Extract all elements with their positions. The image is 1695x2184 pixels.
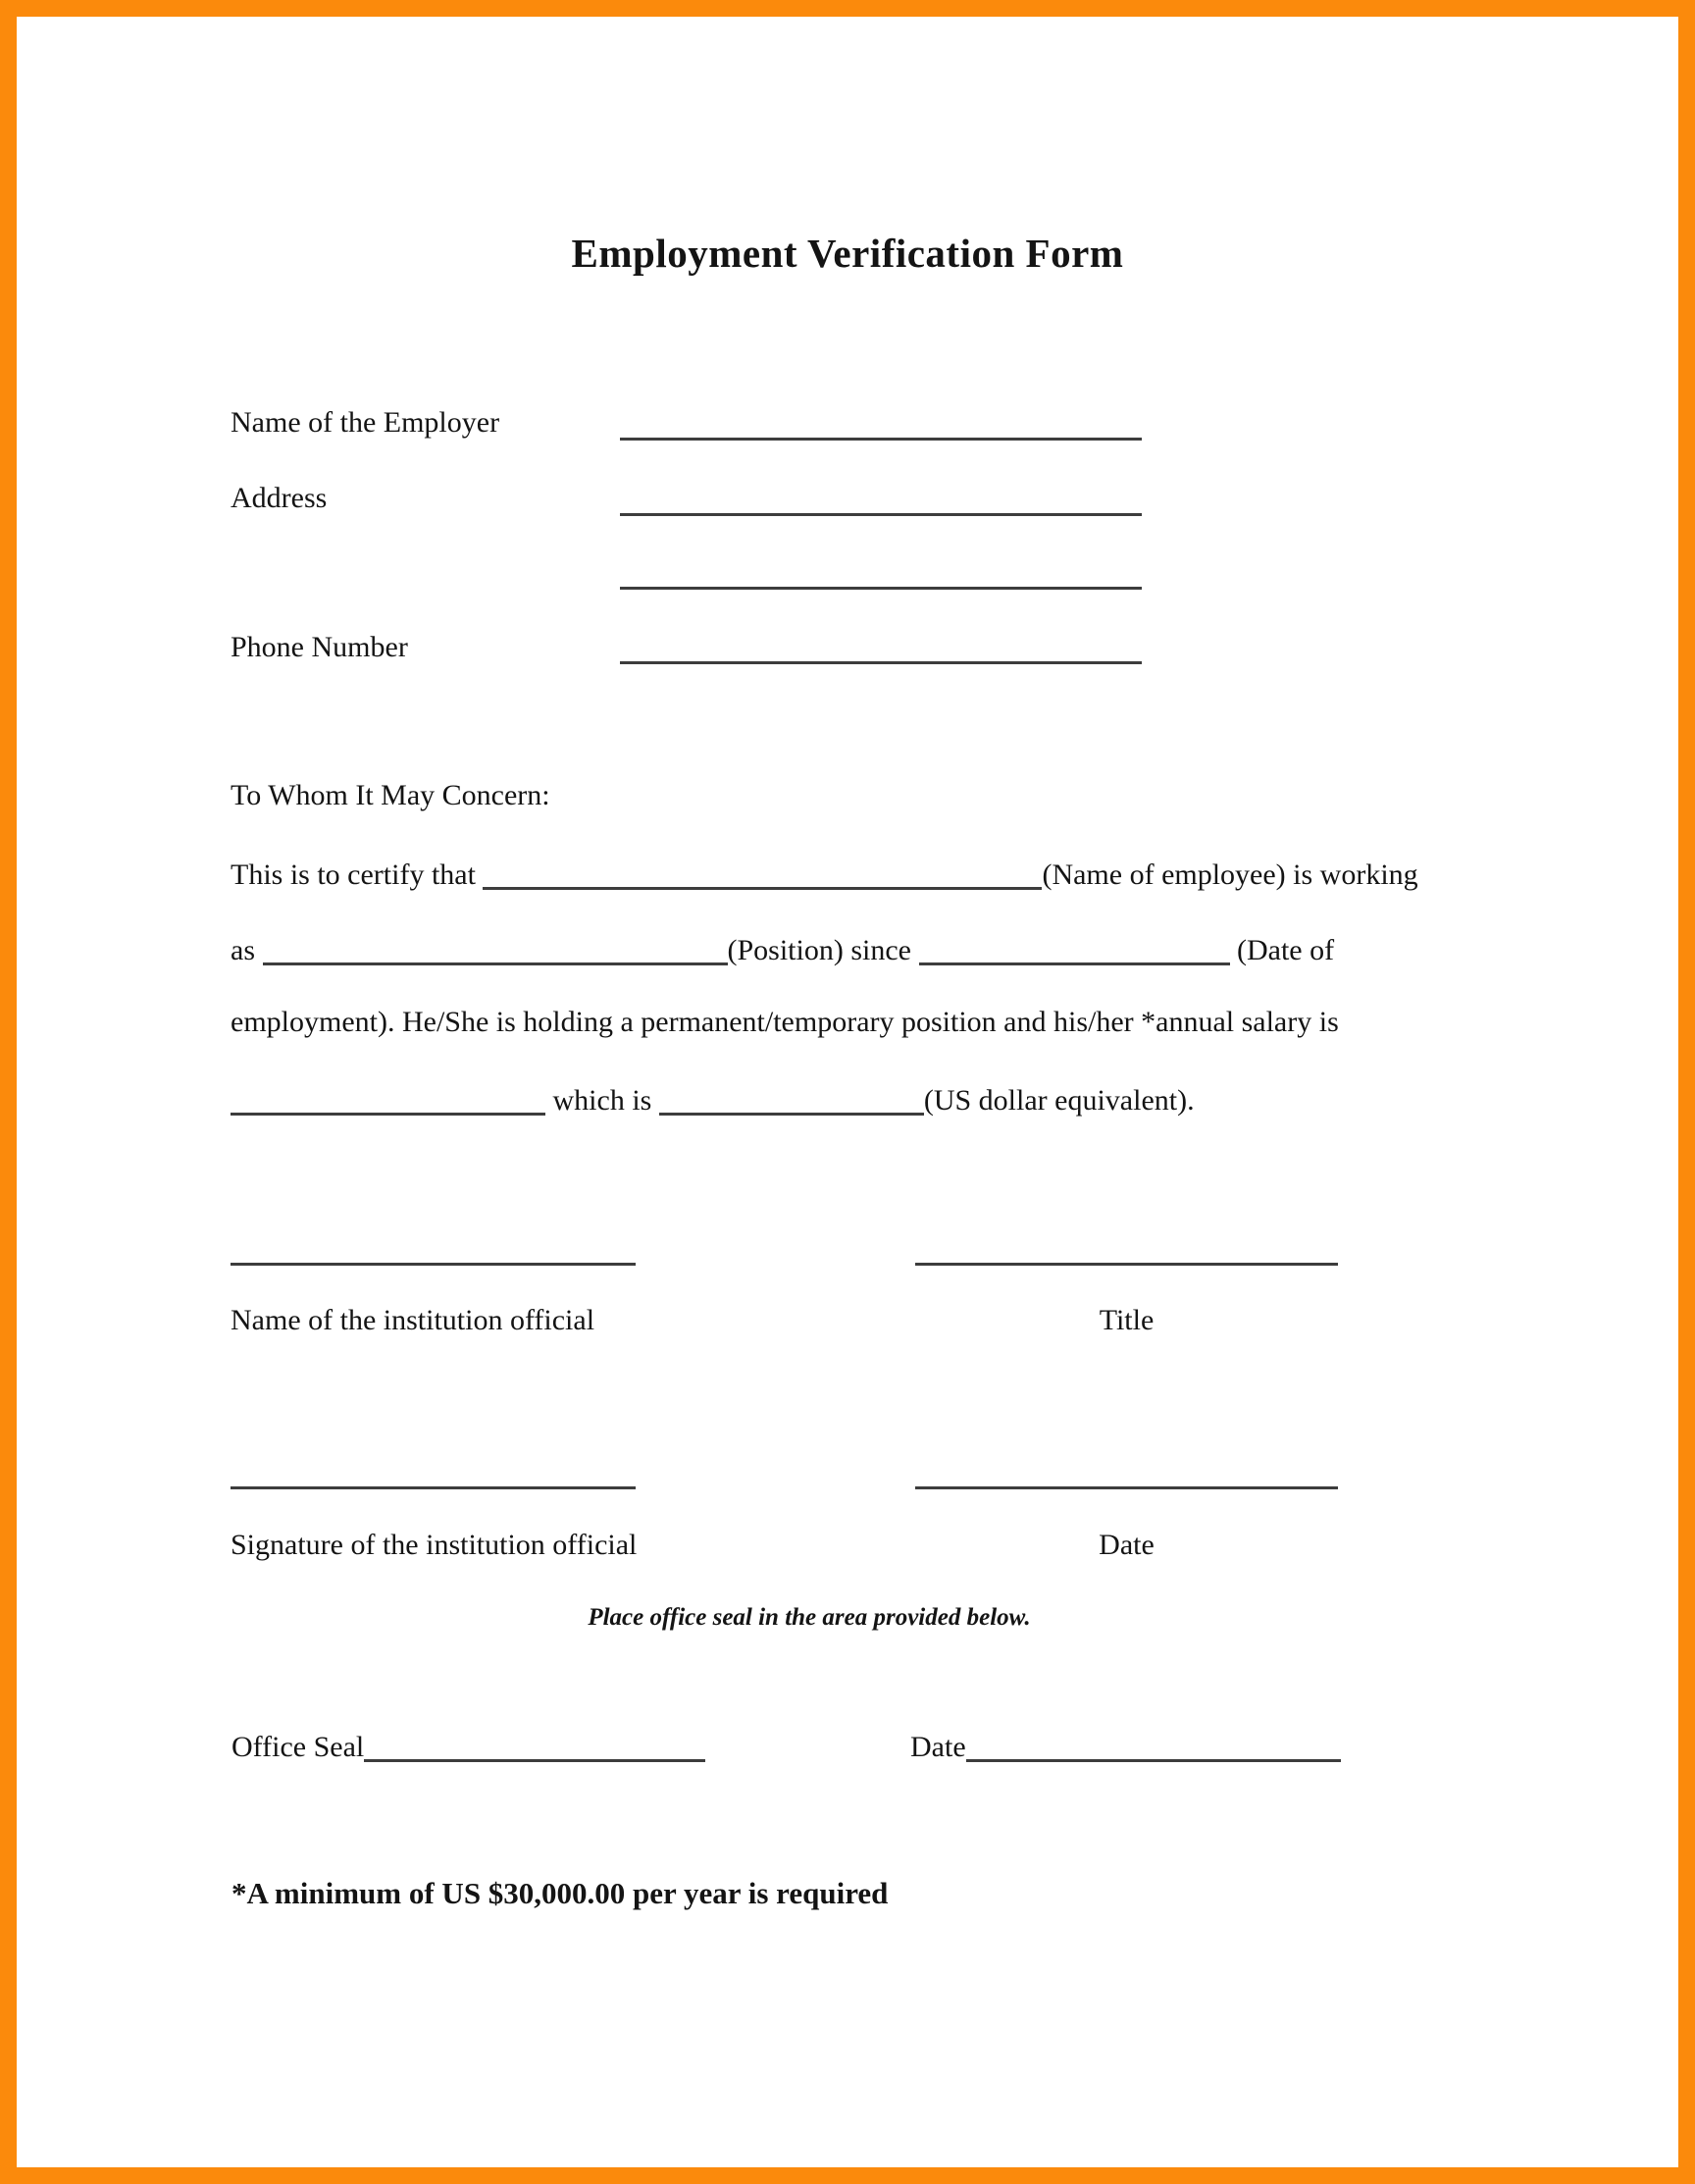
address-label: Address — [231, 482, 328, 514]
office-seal-row-right — [910, 1730, 1341, 1765]
address-line-1 — [620, 513, 1142, 516]
address-line-2 — [620, 587, 1142, 590]
position-blank — [263, 933, 728, 965]
title-signline — [915, 1263, 1338, 1266]
salutation: To Whom It May Concern: — [231, 779, 550, 811]
as-text: as — [231, 934, 263, 966]
certify-text-before: This is to certify that — [231, 858, 484, 891]
position-since-text: (Position) since — [727, 934, 919, 966]
seal-instruction: Place office seal in the area provided below. — [588, 1604, 1031, 1631]
seal-date-label: Date — [910, 1731, 966, 1763]
certify-text-after: (Name of employee) is working — [1042, 858, 1418, 891]
date-signline — [915, 1486, 1338, 1489]
certify-line-2 — [231, 933, 1334, 968]
official-name-signline — [231, 1263, 636, 1266]
signature-date-label: Date — [1099, 1529, 1155, 1561]
certify-line-4 — [231, 1083, 1195, 1118]
official-signature-label: Signature of the institution official — [231, 1529, 638, 1561]
us-dollar-text: (US dollar equivalent). — [923, 1084, 1195, 1117]
employment-date-blank — [919, 933, 1230, 965]
employer-name-label: Name of the Employer — [231, 406, 500, 439]
title-label: Title — [1099, 1304, 1155, 1336]
office-seal-row-left — [231, 1730, 705, 1765]
office-seal-label: Office Seal — [231, 1731, 365, 1763]
date-of-text: (Date of — [1229, 934, 1335, 966]
employer-name-line — [620, 438, 1142, 441]
employee-name-blank — [483, 858, 1042, 890]
salary-equivalent-blank — [659, 1083, 924, 1116]
phone-line — [620, 661, 1142, 664]
which-is-text: which is — [545, 1084, 659, 1117]
certify-line-3: employment). He/She is holding a permanent/temporary position and his/her *annual salary is — [231, 1006, 1339, 1038]
official-name-label: Name of the institution official — [231, 1304, 595, 1336]
form-title: Employment Verification Form — [571, 231, 1124, 276]
minimum-salary-note: *A minimum of US $30,000.00 per year is required — [231, 1876, 889, 1910]
seal-date-blank — [966, 1730, 1341, 1762]
office-seal-blank — [364, 1730, 705, 1762]
salary-blank — [231, 1083, 545, 1116]
official-signature-signline — [231, 1486, 636, 1489]
phone-label: Phone Number — [231, 631, 408, 663]
certify-line-1 — [231, 858, 1418, 893]
